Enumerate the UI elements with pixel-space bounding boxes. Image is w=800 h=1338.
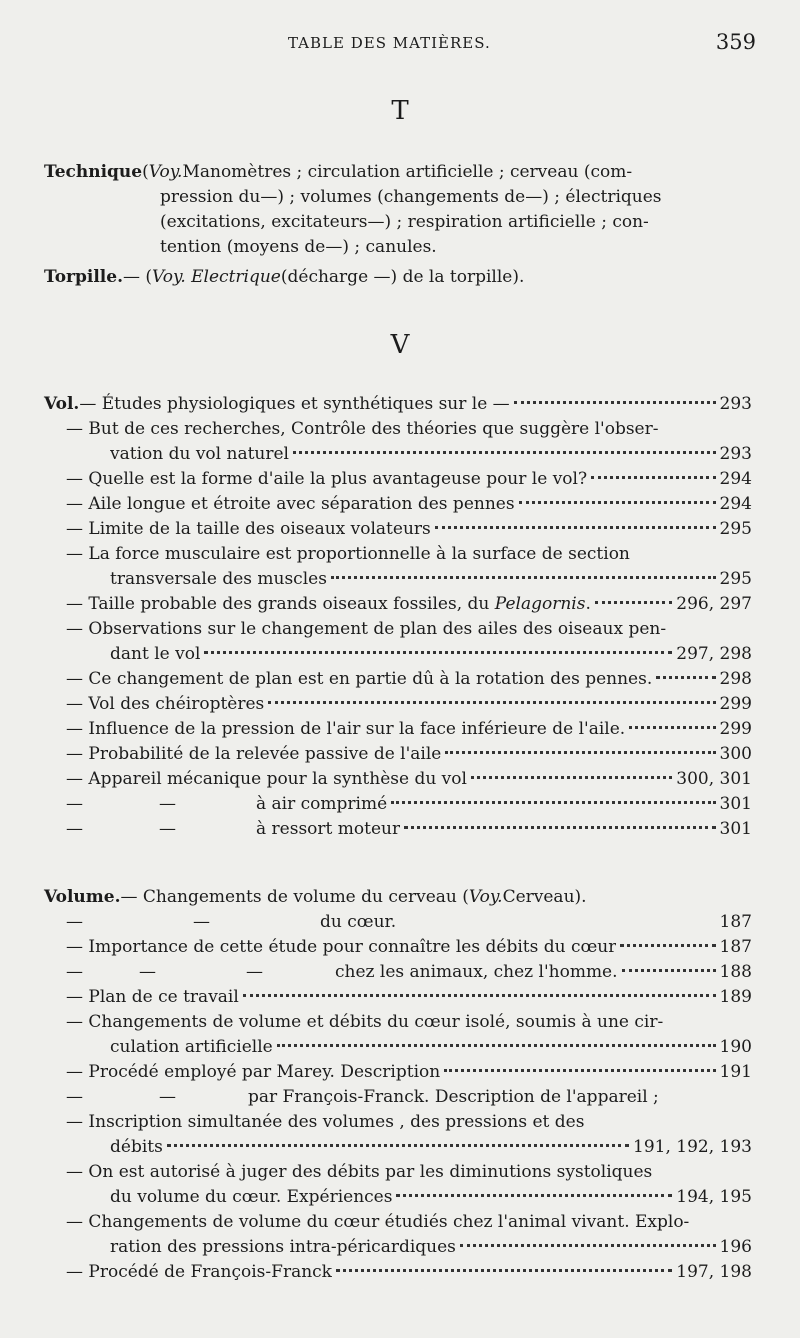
leader-dots [243, 994, 716, 997]
entry-head: Vol. [44, 394, 80, 414]
page-ref: 194, 195 [676, 1187, 752, 1207]
page-header [0, 28, 800, 58]
page-ref: 187 [719, 912, 752, 932]
leader-dots [519, 501, 716, 504]
leader-dots [331, 576, 716, 579]
voy-ref: Voy. [468, 887, 503, 907]
page-ref: 191, 192, 193 [633, 1137, 752, 1157]
entry-text: chez les animaux, chez l'homme. [335, 962, 618, 982]
page-ref: 294 [719, 494, 752, 514]
ditto-dash: — [246, 962, 263, 982]
page-ref: 197, 198 [676, 1262, 752, 1282]
entry-head: Technique [44, 162, 143, 182]
ditto-dash: — [159, 1087, 176, 1107]
entry-line: — Inscription simultanée des volumes , des pressions et des [66, 1112, 585, 1132]
page-ref: 296, 297 [676, 594, 752, 614]
leader-dots [595, 601, 672, 604]
leader-dots [591, 476, 715, 479]
entry-line: — Observations sur le changement de plan des ailes des oiseaux pen- [66, 619, 667, 639]
entry-text: (décharge —) de la torpille). [280, 267, 525, 287]
ditto-dash: — [159, 819, 176, 839]
page-ref: 188 [719, 962, 752, 982]
entry-text: dant le vol [110, 644, 201, 664]
leader-dots [167, 1144, 629, 1147]
entry-text: — Procédé de François-Franck [66, 1262, 332, 1282]
entry-text: — Aile longue et étroite avec séparation des pennes [66, 494, 515, 514]
entry-text: par François-Franck. Description de l'appareil ; [248, 1087, 659, 1107]
entry-text: — Importance de cette étude pour connaître les débits du cœur [66, 937, 617, 957]
leader-dots [514, 401, 716, 404]
entry-text: — Limite de la taille des oiseaux volateurs [66, 519, 431, 539]
leader-dots [268, 701, 715, 704]
page-ref: 298 [719, 669, 752, 689]
page-ref: 300 [719, 744, 752, 764]
entry-text: du cœur. [320, 912, 397, 932]
entry-text: à ressort moteur [256, 819, 401, 839]
ditto-dash: — [193, 912, 210, 932]
page-ref: 294 [719, 469, 752, 489]
entry-line: — Changements de volume du cœur étudiés chez l'animal vivant. Explo- [66, 1212, 690, 1232]
entry-line: — Changements de volume et débits du cœur isolé, soumis à une cir- [66, 1012, 664, 1032]
entry-text: ration des pressions intra-péricardiques [110, 1237, 456, 1257]
page-ref: 301 [719, 819, 752, 839]
entry-head: Volume. [44, 887, 121, 907]
entry-text: — Quelle est la forme d'aile la plus avantageuse pour le vol? [66, 469, 588, 489]
page-ref: 299 [719, 694, 752, 714]
page-ref: 299 [719, 719, 752, 739]
page-number: 359 [715, 30, 756, 54]
ditto-dash: — [66, 1087, 83, 1107]
leader-dots [620, 944, 715, 947]
entry-text: du volume du cœur. Expériences [110, 1187, 393, 1207]
entry-vol [44, 392, 752, 842]
voy-ref: Voy. Electrique [152, 267, 281, 287]
running-title: TABLE DES MATIÈRES. [288, 34, 491, 52]
leader-dots [336, 1269, 672, 1272]
leader-dots [396, 1194, 672, 1197]
entry-text: — Études physiologiques et synthétiques sur le — [79, 394, 510, 414]
entry-text: — Plan de ce travail [66, 987, 239, 1007]
leader-dots [277, 1044, 716, 1047]
ditto-dash: — [66, 794, 83, 814]
page-ref: 189 [719, 987, 752, 1007]
entry-text: culation artificielle [110, 1037, 273, 1057]
page-ref: 300, 301 [676, 769, 752, 789]
entry-text: ( [142, 162, 149, 182]
entry-volume [44, 885, 752, 1285]
entry-text: — Probabilité de la relevée passive de l'aile [66, 744, 442, 764]
entry-line: — On est autorisé à juger des débits par les diminutions systoliques [66, 1162, 653, 1182]
entry-text: — Vol des chéiroptères [66, 694, 265, 714]
entry-text: — Procédé employé par Marey. Description [66, 1062, 441, 1082]
leader-dots [444, 1069, 715, 1072]
section-letter-v: V [390, 330, 410, 360]
page-ref: 295 [719, 519, 752, 539]
entry-text: à air comprimé [256, 794, 388, 814]
ditto-dash: — [66, 962, 83, 982]
entry-text: . [585, 594, 591, 614]
entry-text: — Taille probable des grands oiseaux fossiles, du [66, 594, 495, 614]
ditto-dash: — [66, 819, 83, 839]
entry-line: — La force musculaire est proportionnelle à la surface de section [66, 544, 630, 564]
leader-dots [471, 776, 672, 779]
entry-text: Manomètres ; circulation artificielle ; cerveau (com- [182, 162, 633, 182]
entry-text: — Influence de la pression de l'air sur la face inférieure de l'aile. [66, 719, 626, 739]
leader-dots [656, 676, 715, 679]
leader-dots [204, 651, 672, 654]
entry-line: tention (moyens de—) ; canules. [160, 237, 437, 257]
leader-dots [293, 451, 716, 454]
page-ref: 295 [719, 569, 752, 589]
entry-line: pression du—) ; volumes (changements de—) ; électriques [160, 187, 662, 207]
entry-technique [44, 160, 752, 260]
entry-text: débits [110, 1137, 163, 1157]
entry-text: — Changements de volume du cerveau ( [120, 887, 469, 907]
leader-dots [622, 969, 716, 972]
genus-name: Pelagornis [494, 594, 586, 614]
section-letter-t: T [391, 96, 409, 126]
ditto-dash: — [159, 794, 176, 814]
ditto-dash: — [139, 962, 156, 982]
entry-head: Torpille. [44, 267, 123, 287]
leader-dots [435, 526, 716, 529]
entry-line: (excitations, excitateurs—) ; respiration artificielle ; con- [160, 212, 649, 232]
page-ref: 187 [719, 937, 752, 957]
entry-text: transversale des muscles [110, 569, 327, 589]
entry-text: — Appareil mécanique pour la synthèse du vol [66, 769, 467, 789]
page-ref: 190 [719, 1037, 752, 1057]
entry-text: Cerveau). [502, 887, 587, 907]
leader-dots [629, 726, 715, 729]
ditto-dash: — [66, 912, 83, 932]
page-ref: 191 [719, 1062, 752, 1082]
entry-line: — But de ces recherches, Contrôle des théories que suggère l'obser- [66, 419, 659, 439]
leader-dots [445, 751, 715, 754]
leader-dots [460, 1244, 716, 1247]
leader-dots [404, 826, 715, 829]
entry-torpille [44, 265, 752, 290]
entry-text: vation du vol naturel [110, 444, 289, 464]
voy-ref: Voy. [148, 162, 183, 182]
page-ref: 196 [719, 1237, 752, 1257]
page-ref: 297, 298 [676, 644, 752, 664]
leader-dots [391, 801, 715, 804]
page-ref: 301 [719, 794, 752, 814]
entry-text: — ( [123, 267, 153, 287]
entry-text: — Ce changement de plan est en partie dû à la rotation des pennes. [66, 669, 653, 689]
page-ref: 293 [719, 444, 752, 464]
page-ref: 293 [719, 394, 752, 414]
